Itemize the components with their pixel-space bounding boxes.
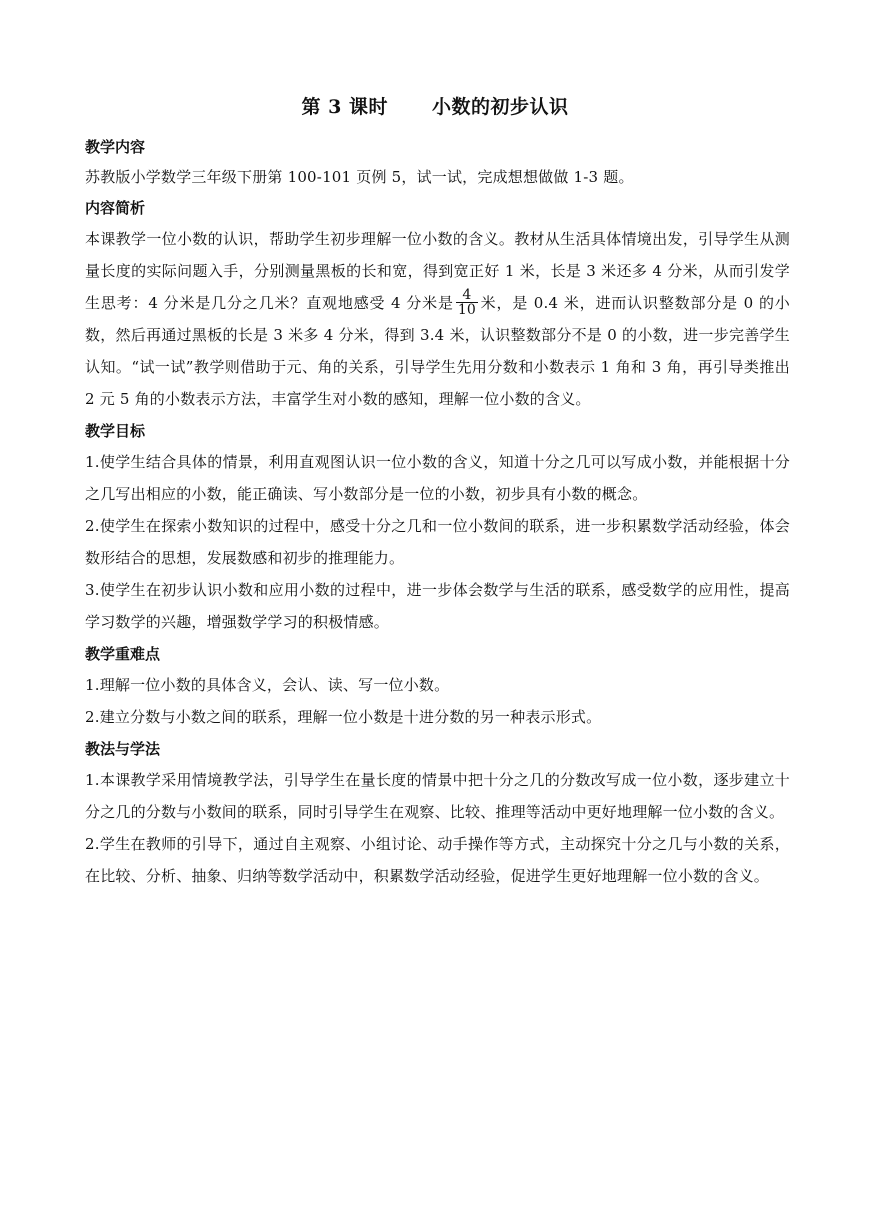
section-heading-summary: 内容简析: [85, 199, 146, 217]
fraction-four-tenths: [456, 288, 478, 317]
method-item: 1.本课教学采用情境教学法，引导学生在量长度的情景中把十分之几的分数改写成一位小数，逐步建立十分之几的分数与小数间的联系，同时引导学生在观察、比较、推理等活动中更好地理解一位小数的含义。: [85, 771, 790, 821]
method-item: 2.学生在教师的引导下，通过自主观察、小组讨论、动手操作等方式，主动探究十分之几与小数的关系，在比较、分析、抽象、归纳等数学活动中，积累数学活动经验，促进学生更好地理解一位小数的含义。: [85, 835, 790, 885]
section-heading-methods: 教法与学法: [85, 740, 161, 758]
section-heading-content: 教学内容: [85, 138, 146, 156]
lesson-title: 小数的初步认识: [431, 96, 569, 118]
summary-paragraph: [85, 223, 790, 415]
section-heading-goals: 教学目标: [85, 422, 146, 440]
summary-text-after: 米，是 0.4 米，进而认识整数部分是 0 的小数，然后再通过黑板的长是 3 米多 4 分米，得到 3.4 米，认识整数部分不是 0 的小数，进一步完善学生认知。“试一试”教学则借助于元、角的关系，引导学生先用分数和小数表示 1 角和 3 角，再引导类推出 2 元 5 角的小数表示方法，丰富学生对小数的感知，理解一位小数的含义。: [85, 294, 791, 408]
summary-text-before: 本课教学一位小数的认识，帮助学生初步理解一位小数的含义。教材从生活具体情境出发，引导学生从测量长度的实际问题入手，分别测量黑板的长和宽，得到宽正好 1 米，长是 3 米还多 4 分米，从而引发学生思考：4 分米是几分之几米？直观地感受 4 分米是: [85, 230, 790, 312]
fraction-denominator: 10: [457, 301, 477, 318]
fraction-numerator: 4: [456, 288, 478, 303]
lesson-number: 第 3 课时: [301, 96, 388, 118]
keypoint-item: 2.建立分数与小数之间的联系，理解一位小数是十进分数的另一种表示形式。: [85, 708, 602, 726]
page-title: [0, 92, 870, 119]
goal-item: 2.使学生在探索小数知识的过程中，感受十分之几和一位小数间的联系，进一步积累数学活动经验，体会数形结合的思想，发展数感和初步的推理能力。: [85, 517, 790, 567]
goal-item: 1.使学生结合具体的情景，利用直观图认识一位小数的含义，知道十分之几可以写成小数，并能根据十分之几写出相应的小数，能正确读、写小数部分是一位的小数，初步具有小数的概念。: [85, 453, 790, 503]
keypoint-item: 1.理解一位小数的具体含义，会认、读、写一位小数。: [85, 676, 450, 694]
content-paragraph: 苏教版小学数学三年级下册第 100-101 页例 5，试一试，完成想想做做 1-3 题。: [85, 168, 634, 186]
goal-item: 3.使学生在初步认识小数和应用小数的过程中，进一步体会数学与生活的联系，感受数学的应用性，提高学习数学的兴趣，增强数学学习的积极情感。: [85, 581, 790, 631]
section-heading-keypoints: 教学重难点: [85, 645, 161, 663]
document-body: [85, 132, 790, 892]
